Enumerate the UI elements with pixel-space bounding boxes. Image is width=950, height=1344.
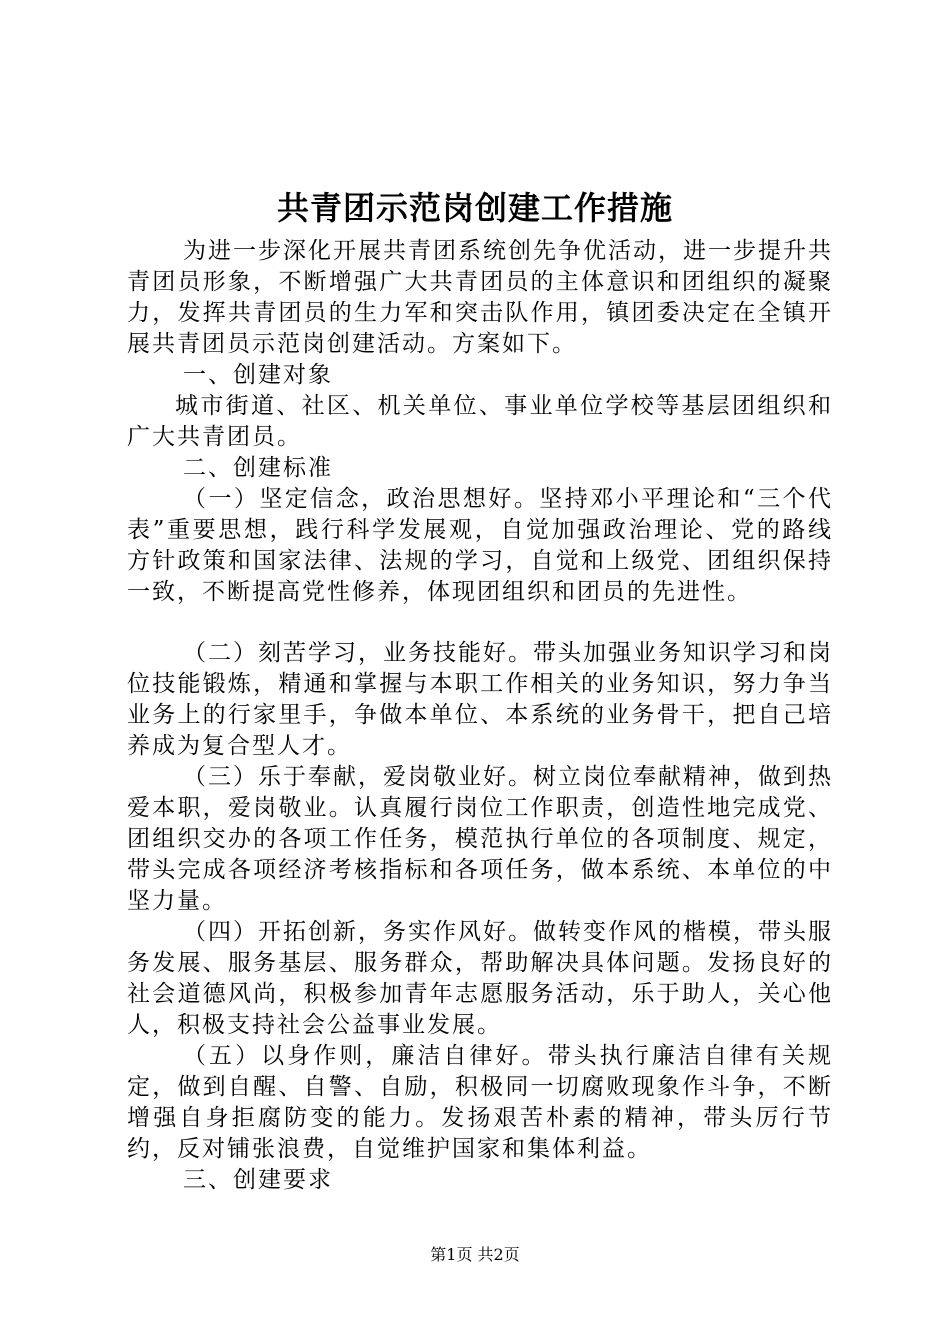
page-footer: 第1页 共2页 — [430, 1245, 520, 1264]
standard-item-4: （四）开拓创新，务实作风好。做转变作风的楷模，带头服务发展、服务基层、服务群众，帮助解决具体问题。发扬良好的社会道德风尚，积极参加青年志愿服务活动，乐于助人，关心他人，积极支持社会公益事业发展。 — [127, 919, 833, 1038]
standard-item-1: （一）坚定信念，政治思想好。坚持邓小平理论和“三个代表”重要思想，践行科学发展观，自觉加强政治理论、党的路线方针政策和国家法律、法规的学习，自觉和上级党、团组织保持一致，不断提高党性修养，体现团组织和团员的先进性。 — [127, 486, 833, 605]
section-heading-targets: 一、创建对象 — [183, 362, 333, 388]
document-title: 共青团示范岗创建工作措施 — [276, 189, 673, 227]
intro-paragraph: 为进一步深化开展共青团系统创先争优活动，进一步提升共青团员形象，不断增强广大共青团员的主体意识和团组织的凝聚力，发挥共青团员的生力军和突击队作用，镇团委决定在全镇开展共青团员示范岗创建活动。方案如下。 — [127, 238, 833, 357]
section-heading-standards: 二、创建标准 — [183, 455, 333, 481]
standard-item-5: （五）以身作则，廉洁自律好。带头执行廉洁自律有关规定，做到自醒、自警、自励，积极同一切腐败现象作斗争，不断增强自身拒腐防变的能力。发扬艰苦朴素的精神，带头厉行节约，反对铺张浪费，自觉维护国家和集体利益。 — [127, 1043, 833, 1162]
standard-item-2: （二）刻苦学习，业务技能好。带头加强业务知识学习和岗位技能锻炼，精通和掌握与本职工作相关的业务知识，努力争当业务上的行家里手，争做本单位、本系统的业务骨干，把自己培养成为复合型人才。 — [127, 640, 833, 759]
targets-paragraph: 城市街道、社区、机关单位、事业单位学校等基层团组织和广大共青团员。 — [127, 393, 833, 450]
section-heading-requirements: 三、创建要求 — [183, 1167, 333, 1193]
document-body — [127, 236, 833, 1196]
standard-item-3: （三）乐于奉献，爱岗敬业好。树立岗位奉献精神，做到热爱本职，爱岗敬业。认真履行岗位工作职责，创造性地完成党、团组织交办的各项工作任务，模范执行单位的各项制度、规定，带头完成各项经济考核指标和各项任务，做本系统、本单位的中坚力量。 — [127, 764, 833, 914]
